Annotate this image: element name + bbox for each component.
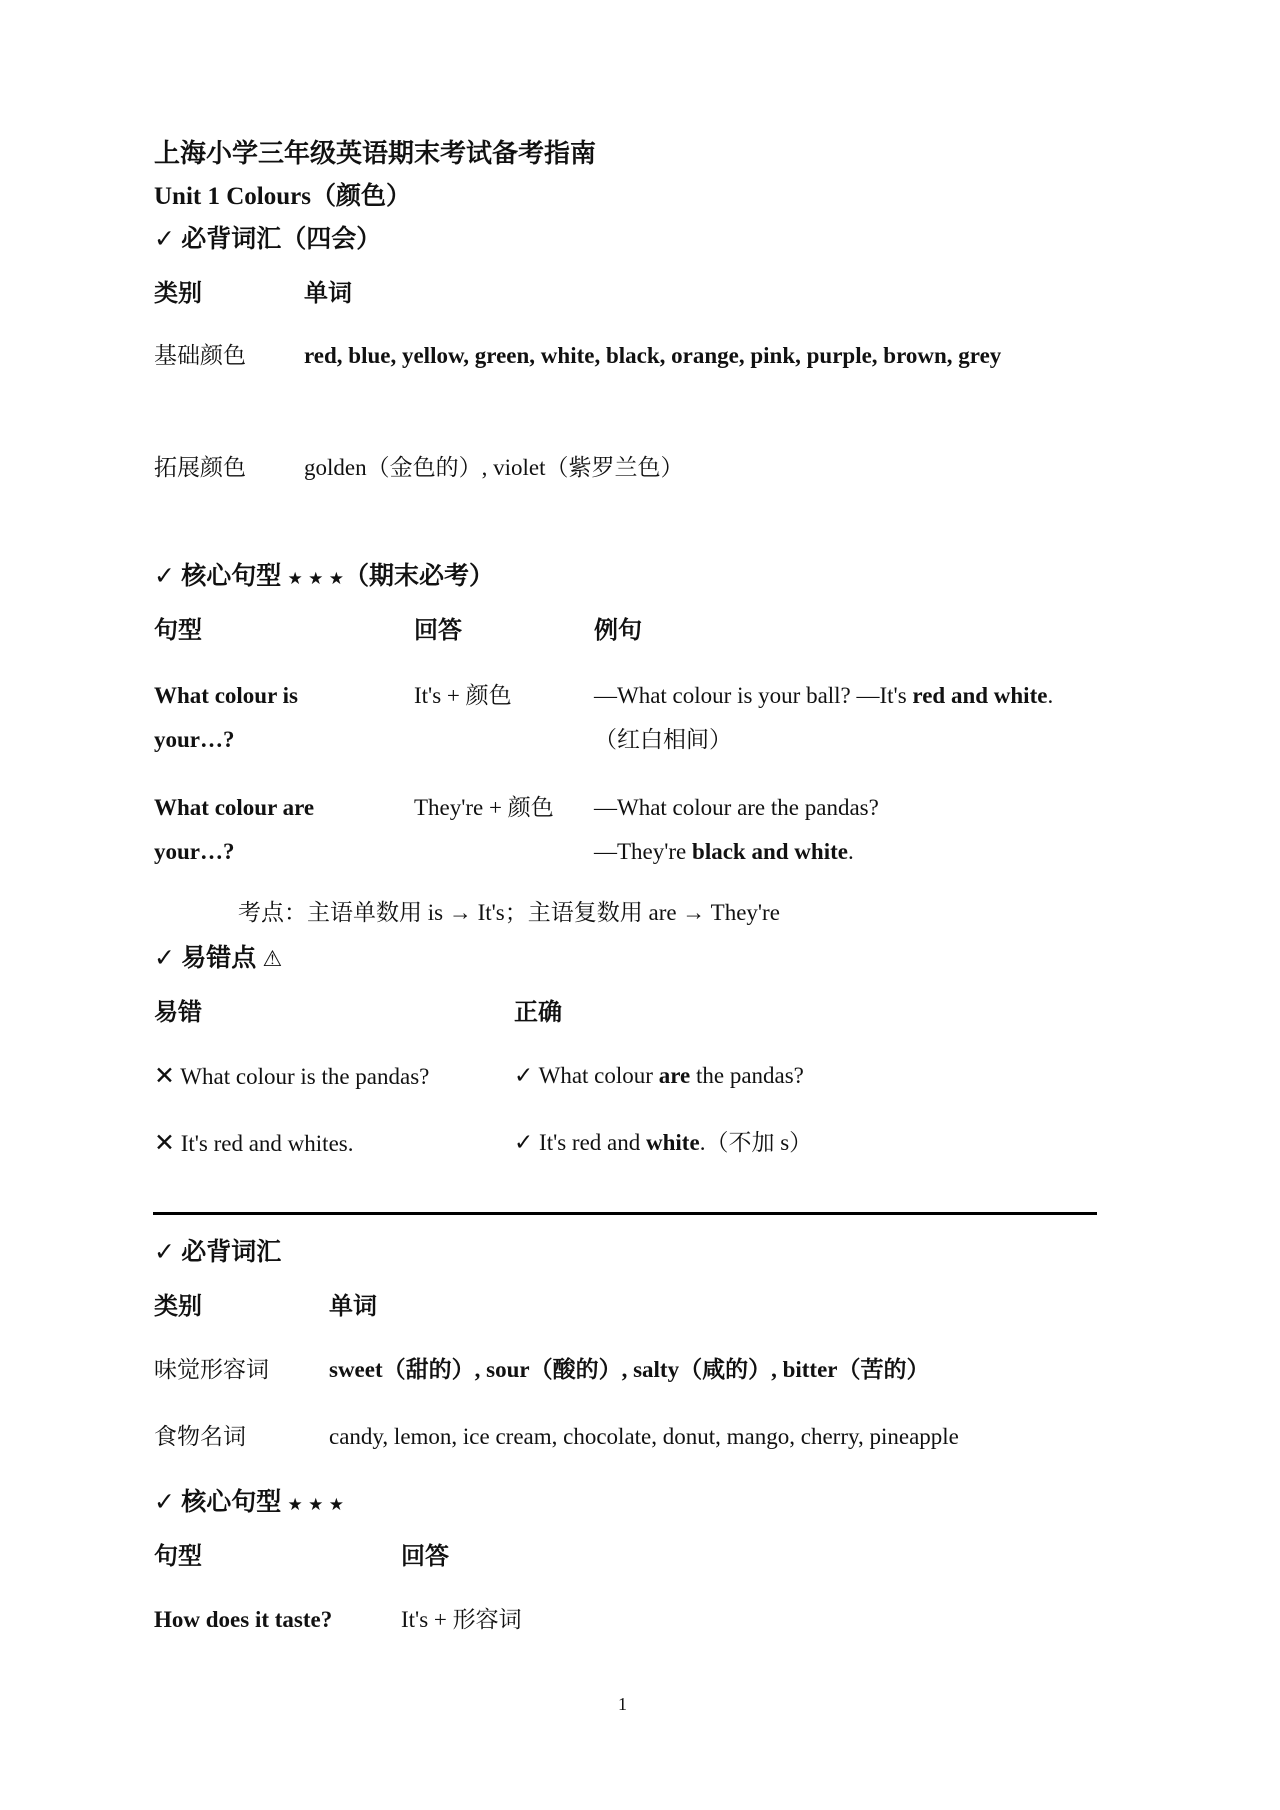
correct-example: ✓ It's red and white.（不加 s） [514,1130,813,1156]
section-patterns2-heading [154,1482,344,1518]
check-icon: ✓ [154,1487,175,1516]
star-rating-icon: ★ ★ ★ [287,1495,344,1515]
col-header-category: 类别 [154,1294,202,1320]
section-vocab-title: 必背词汇（四会） [181,226,382,253]
col-header-words: 单词 [329,1294,377,1320]
pattern-text: What colour are your…? [154,795,315,864]
section-vocab2-heading [154,1232,281,1268]
page-number: 1 [618,1694,627,1714]
col-header-pattern: 句型 [154,618,202,644]
col-header-answer: 回答 [414,618,462,644]
section-mistakes-heading [154,938,282,974]
section-divider [153,1212,1097,1215]
col-header-category: 类别 [154,281,202,307]
check-icon: ✓ [154,561,175,590]
col-header-wrong: 易错 [154,1000,202,1026]
vocab-words: sweet（甜的）, sour（酸的）, salty（咸的）, bitter（苦的） [329,1357,930,1382]
section-patterns2-title: 核心句型 [181,1489,282,1516]
wrong-example: ✕ What colour is the pandas? [154,1061,430,1090]
pattern-text: How does it taste? [154,1607,333,1632]
col-header-pattern: 句型 [154,1544,202,1570]
section-mistakes-title: 易错点 [181,945,257,972]
pattern-answer: It's + 形容词 [401,1607,522,1632]
section-vocab-heading [154,219,381,255]
pattern-answer: They're + 颜色 [414,795,554,820]
check-icon: ✓ [514,1130,534,1156]
vocab-category: 味觉形容词 [154,1357,269,1382]
wrong-example: ✕ It's red and whites. [154,1128,354,1157]
col-header-correct: 正确 [514,1000,562,1026]
unit-title: Unit 1 Colours（颜色） [154,183,411,210]
section-patterns-suffix: （期末必考） [344,563,495,590]
section-patterns-heading [154,556,494,592]
pattern-example: —What colour are the pandas? —They're black and white. [594,795,879,864]
pattern-answer: It's + 颜色 [414,683,512,708]
check-icon: ✓ [154,224,175,253]
cross-icon: ✕ [154,1061,175,1090]
check-icon: ✓ [154,1237,175,1266]
cross-icon: ✕ [154,1128,175,1157]
section-patterns-title: 核心句型 [181,563,282,590]
vocab-words: candy, lemon, ice cream, chocolate, donut, mango, cherry, pineapple [329,1424,959,1449]
vocab-words: golden（金色的）, violet（紫罗兰色） [304,455,684,480]
vocab-category: 基础颜色 [154,343,246,368]
vocab-words: red, blue, yellow, green, white, black, orange, pink, purple, brown, grey [304,343,1002,368]
check-icon: ✓ [154,943,175,972]
col-header-words: 单词 [304,281,352,307]
section-vocab2-title: 必背词汇 [181,1239,282,1266]
vocab-category: 食物名词 [154,1424,246,1449]
document-title: 上海小学三年级英语期末考试备考指南 [154,139,597,168]
vocab-category: 拓展颜色 [154,455,246,480]
pattern-example: —What colour is your ball? —It's red and white.（红白相间） [594,683,1054,752]
col-header-example: 例句 [594,618,642,644]
pattern-text: What colour is your…? [154,683,298,752]
warning-icon: ⚠ [262,947,283,972]
star-rating-icon: ★ ★ ★ [287,569,344,589]
exam-point-note: 考点：主语单数用 is → It's；主语复数用 are → They're [238,900,780,925]
col-header-answer: 回答 [401,1544,449,1570]
check-icon: ✓ [514,1063,534,1089]
correct-example: ✓ What colour are the pandas? [514,1063,804,1089]
